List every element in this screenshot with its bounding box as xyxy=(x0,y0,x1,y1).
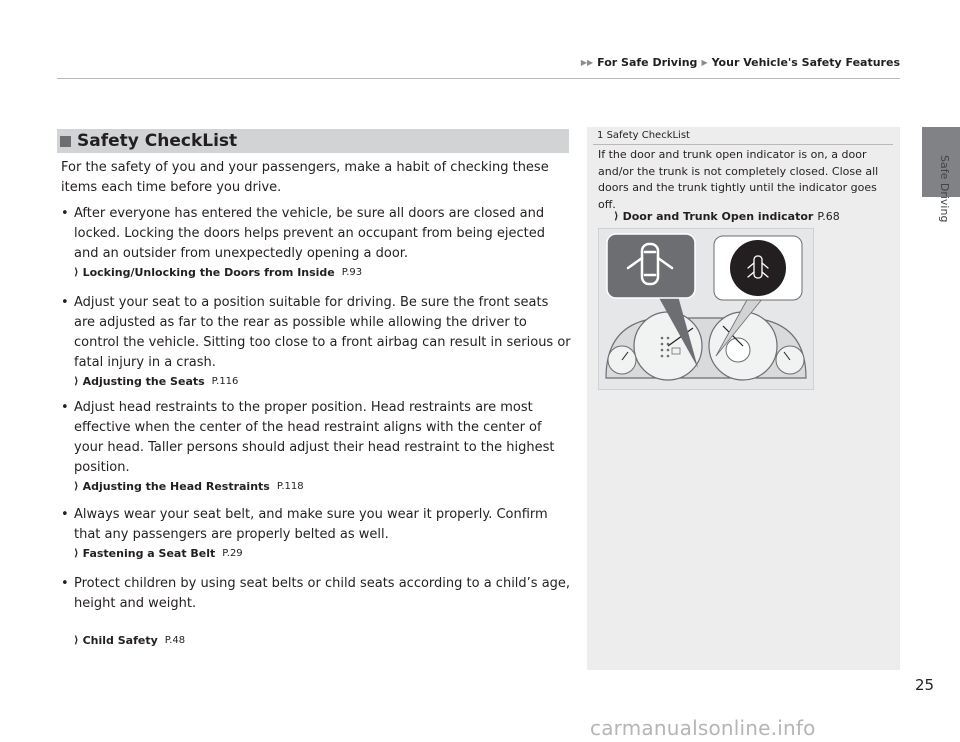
bullet-icon: • xyxy=(61,295,69,310)
bullet-icon: • xyxy=(61,206,69,221)
cross-ref-arrow-icon: ⟩ xyxy=(74,481,79,492)
cross-ref-page[interactable]: P.118 xyxy=(276,481,304,492)
bullet-text: Protect children by using seat belts or child seats according to a child’s age, height and weight. xyxy=(74,576,571,611)
cross-ref-title[interactable]: Adjusting the Seats xyxy=(82,375,205,388)
watermark: carmanualsonline.info xyxy=(590,716,816,740)
bullet-text: After everyone has entered the vehicle, be sure all doors are closed and locked. Locking the doors helps prevent an occupant from being ejected and an outsider from unexpectedly opening a door. xyxy=(74,206,546,261)
breadcrumb-part2[interactable]: Your Vehicle's Safety Features xyxy=(711,56,900,69)
cross-ref-arrow-icon: ⟩ xyxy=(74,267,79,278)
cross-reference[interactable] xyxy=(74,373,573,390)
cross-ref-arrow-icon: ⟩ xyxy=(614,211,619,222)
intro-text: For the safety of you and your passengers, make a habit of checking these items each time before you drive. xyxy=(61,160,549,195)
cross-ref-page[interactable]: P.48 xyxy=(164,635,186,646)
header-rule xyxy=(57,78,900,79)
cross-ref-title[interactable]: Locking/Unlocking the Doors from Inside xyxy=(82,266,335,279)
bullet-item xyxy=(61,293,573,390)
section-header xyxy=(57,129,569,153)
bullet-text: Adjust head restraints to the proper position. Head restraints are most effective when the center of the head restraint aligns with the center of your head. Taller persons should adjust their head restraint to the highest position. xyxy=(74,400,555,475)
chapter-label: Safe Driving xyxy=(938,155,951,223)
cross-ref-arrow-icon: ⟩ xyxy=(74,635,79,646)
triangle-icon: ▶ xyxy=(701,58,708,67)
breadcrumb-part1[interactable]: For Safe Driving xyxy=(597,56,698,69)
bullet-text: Always wear your seat belt, and make sure you wear it properly. Confirm that any passengers are properly belted as well. xyxy=(74,507,548,542)
page-number: 25 xyxy=(915,676,935,694)
breadcrumb xyxy=(581,56,900,69)
sidebar-heading xyxy=(597,130,690,141)
cross-ref-page[interactable]: P.116 xyxy=(211,376,239,387)
cross-ref-page[interactable]: P.93 xyxy=(341,267,363,278)
bullet-item xyxy=(61,204,573,281)
cross-ref-page[interactable]: P.29 xyxy=(222,548,243,559)
bullet-icon: • xyxy=(61,507,69,522)
cross-reference[interactable] xyxy=(74,478,573,495)
sidebar-heading-text: Safety CheckList xyxy=(606,130,690,141)
triangle-icon: ▶▶ xyxy=(580,58,594,67)
sidebar-text: If the door and trunk open indicator is on, a door and/or the trunk is not completely closed. Close all doors and the trunk tightly until the indicator goes off. xyxy=(598,148,879,211)
sidebar-note xyxy=(587,127,900,670)
cross-reference[interactable] xyxy=(74,545,573,562)
instrument-cluster-figure xyxy=(598,228,814,390)
cross-ref-page[interactable]: P.68 xyxy=(817,210,840,223)
cross-ref-title[interactable]: Adjusting the Head Restraints xyxy=(82,480,270,493)
bullet-item xyxy=(61,505,573,562)
square-icon xyxy=(60,136,71,147)
bullet-item xyxy=(61,574,573,649)
cross-reference[interactable] xyxy=(614,210,840,223)
cross-reference[interactable] xyxy=(74,632,573,649)
cross-ref-title[interactable]: Door and Trunk Open indicator xyxy=(622,210,814,223)
bullet-icon: • xyxy=(61,400,69,415)
main-content xyxy=(61,158,573,649)
cross-ref-title[interactable]: Child Safety xyxy=(82,634,158,647)
bullet-item xyxy=(61,398,573,495)
section-title: Safety CheckList xyxy=(77,131,238,151)
cross-reference[interactable] xyxy=(74,264,573,281)
bullet-text: Adjust your seat to a position suitable for driving. Be sure the front seats are adjusted as far to the rear as possible while allowing the driver to control the vehicle. Sitting too close to a front airbag can result in serious or fatal injury in a crash. xyxy=(74,295,571,370)
cross-ref-arrow-icon: ⟩ xyxy=(74,376,79,387)
bullet-icon: • xyxy=(61,576,69,591)
cross-ref-title[interactable]: Fastening a Seat Belt xyxy=(82,547,216,560)
cross-ref-arrow-icon: ⟩ xyxy=(74,548,79,559)
sidebar-rule xyxy=(593,144,893,145)
note-number: 1 xyxy=(597,130,604,141)
